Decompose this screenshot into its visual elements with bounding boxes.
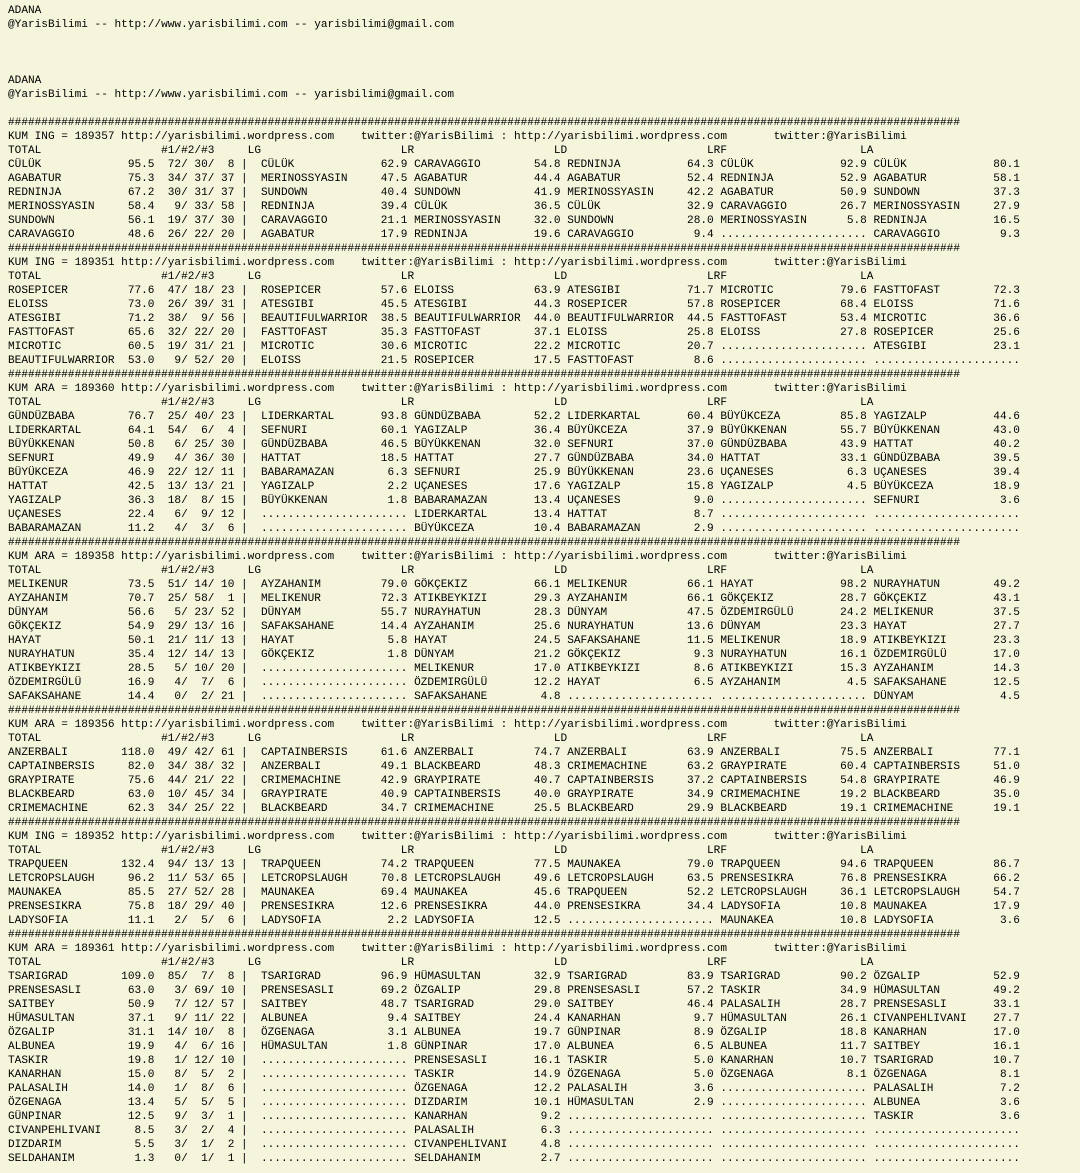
report-line: PRENSESIKRA 75.8 18/ 29/ 40 | PRENSESIKRA 12.6 PRENSESIKRA 44.0 PRENSESIKRA 34.4 LADYSOFIA 10.8 MAUNAKEA 17.9	[8, 901, 1020, 913]
report-line: GÜNDÜZBABA 76.7 25/ 40/ 23 | LIDERKARTAL 93.8 GÜNDÜZBABA 52.2 LIDERKARTAL 60.4 BÜYÜKCEZA 85.8 YAGIZALP 44.6	[8, 411, 1020, 423]
report-line: LIDERKARTAL 64.1 54/ 6/ 4 | SEFNURI 60.1 YAGIZALP 36.4 BÜYÜKCEZA 37.9 BÜYÜKKENAN 55.7 BÜYÜKKENAN 43.0	[8, 425, 1020, 437]
report-line: TOTAL #1/#2/#3 LG LR LD LRF LA	[8, 397, 874, 409]
report-line: TOTAL #1/#2/#3 LG LR LD LRF LA	[8, 845, 874, 857]
report-line: YAGIZALP 36.3 18/ 8/ 15 | BÜYÜKKENAN 1.8 BABARAMAZAN 13.4 UÇANESES 9.0 ...................... SEFNURI 3.6	[8, 495, 1020, 507]
report-line: CÜLÜK 95.5 72/ 30/ 8 | CÜLÜK 62.9 CARAVAGGIO 54.8 REDNINJA 64.3 CÜLÜK 92.9 CÜLÜK 80.1	[8, 159, 1020, 171]
header-line: ADANA	[8, 5, 42, 17]
header-line: ADANA	[8, 75, 42, 87]
report-line: NURAYHATUN 35.4 12/ 14/ 13 | GÖKÇEKIZ 1.8 DÜNYAM 21.2 GÖKÇEKIZ 9.3 NURAYHATUN 16.1 ÖZDEMIRGÜLÜ 17.0	[8, 649, 1020, 661]
report-line: BÜYÜKCEZA 46.9 22/ 12/ 11 | BABARAMAZAN 6.3 SEFNURI 25.9 BÜYÜKKENAN 23.6 UÇANESES 6.3 UÇANESES 39.4	[8, 467, 1020, 479]
report-line: ROSEPICER 77.6 47/ 18/ 23 | ROSEPICER 57.6 ELOISS 63.9 ATESGIBI 71.7 MICROTIC 79.6 FASTTOFAST 72.3	[8, 285, 1020, 297]
report-line: TOTAL #1/#2/#3 LG LR LD LRF LA	[8, 565, 874, 577]
report-header	[8, 4, 1072, 116]
report-line: HAYAT 50.1 21/ 11/ 13 | HAYAT 5.8 HAYAT 24.5 SAFAKSAHANE 11.5 MELIKENUR 18.9 ATIKBEYKIZI 23.3	[8, 635, 1020, 647]
report-line: ###############################################################################################################################################	[8, 537, 960, 549]
report-line: SAFAKSAHANE 14.4 0/ 2/ 21 | ...................... SAFAKSAHANE 4.8 ...................... ...................... DÜNYAM 4.5	[8, 691, 1020, 703]
report-line: LADYSOFIA 11.1 2/ 5/ 6 | LADYSOFIA 2.2 LADYSOFIA 12.5 ...................... MAUNAKEA 10.8 LADYSOFIA 3.6	[8, 915, 1020, 927]
report-line: LETCROPSLAUGH 96.2 11/ 53/ 65 | LETCROPSLAUGH 70.8 LETCROPSLAUGH 49.6 LETCROPSLAUGH 63.5 PRENSESIKRA 76.8 PRENSESIKRA 66.2	[8, 873, 1020, 885]
report-line: SEFNURI 49.9 4/ 36/ 30 | HATTAT 18.5 HATTAT 27.7 GÜNDÜZBABA 34.0 HATTAT 33.1 GÜNDÜZBABA 39.5	[8, 453, 1020, 465]
report-line: ÖZGENAGA 13.4 5/ 5/ 5 | ...................... DIZDARIM 10.1 HÜMASULTAN 2.9 ...................... ALBUNEA 3.6	[8, 1097, 1020, 1109]
report-line: PALASALIH 14.0 1/ 8/ 6 | ...................... ÖZGENAGA 12.2 PALASALIH 3.6 ...................... PALASALIH 7.2	[8, 1083, 1020, 1095]
report-line: MICROTIC 60.5 19/ 31/ 21 | MICROTIC 30.6 MICROTIC 22.2 MICROTIC 20.7 ...................... ATESGIBI 23.1	[8, 341, 1020, 353]
report-line: CAPTAINBERSIS 82.0 34/ 38/ 32 | ANZERBALI 49.1 BLACKBEARD 48.3 CRIMEMACHINE 63.2 GRAYPIRATE 60.4 CAPTAINBERSIS 51.0	[8, 761, 1020, 773]
report-line: BABARAMAZAN 11.2 4/ 3/ 6 | ...................... BÜYÜKCEZA 10.4 BABARAMAZAN 2.9 ...................... ......................	[8, 523, 1020, 535]
report-line: ###############################################################################################################################################	[8, 817, 960, 829]
report-line: BÜYÜKKENAN 50.8 6/ 25/ 30 | GÜNDÜZBABA 46.5 BÜYÜKKENAN 32.0 SEFNURI 37.0 GÜNDÜZBABA 43.9 HATTAT 40.2	[8, 439, 1020, 451]
report-line: GRAYPIRATE 75.6 44/ 21/ 22 | CRIMEMACHINE 42.9 GRAYPIRATE 40.7 CAPTAINBERSIS 37.2 CAPTAINBERSIS 54.8 GRAYPIRATE 46.9	[8, 775, 1020, 787]
report-line: KUM ARA = 189358 http://yarisbilimi.wordpress.com twitter:@YarisBilimi : http://yarisbilimi.wordpress.com twitter:@YarisBilimi	[8, 551, 907, 563]
report-line: MERINOSSYASIN 58.4 9/ 33/ 58 | REDNINJA 39.4 CÜLÜK 36.5 CÜLÜK 32.9 CARAVAGGIO 26.7 MERINOSSYASIN 27.9	[8, 201, 1020, 213]
report-line: REDNINJA 67.2 30/ 31/ 37 | SUNDOWN 40.4 SUNDOWN 41.9 MERINOSSYASIN 42.2 AGABATUR 50.9 SUNDOWN 37.3	[8, 187, 1020, 199]
report-line: TSARIGRAD 109.0 85/ 7/ 8 | TSARIGRAD 96.9 HÜMASULTAN 32.9 TSARIGRAD 83.9 TSARIGRAD 90.2 ÖZGALIP 52.9	[8, 971, 1020, 983]
report-line: AYZAHANIM 70.7 25/ 58/ 1 | MELIKENUR 72.3 ATIKBEYKIZI 29.3 AYZAHANIM 66.1 GÖKÇEKIZ 28.7 GÖKÇEKIZ 43.1	[8, 593, 1020, 605]
report-line: ATIKBEYKIZI 28.5 5/ 10/ 20 | ...................... MELIKENUR 17.0 ATIKBEYKIZI 8.6 ATIKBEYKIZI 15.3 AYZAHANIM 14.3	[8, 663, 1020, 675]
header-line	[8, 102, 1072, 116]
report-line: ###############################################################################################################################################	[8, 117, 960, 129]
report-line: DÜNYAM 56.6 5/ 23/ 52 | DÜNYAM 55.7 NURAYHATUN 28.3 DÜNYAM 47.5 ÖZDEMIRGÜLÜ 24.2 MELIKENUR 37.5	[8, 607, 1020, 619]
report-line: DIZDARIM 5.5 3/ 1/ 2 | ...................... CIVANPEHLIVANI 4.8 ...................... ...................... ......................	[8, 1139, 1020, 1151]
report-line: HATTAT 42.5 13/ 13/ 21 | YAGIZALP 2.2 UÇANESES 17.6 YAGIZALP 15.8 YAGIZALP 4.5 BÜYÜKCEZA 18.9	[8, 481, 1020, 493]
header-line	[8, 32, 1072, 46]
report-line: MELIKENUR 73.5 51/ 14/ 10 | AYZAHANIM 79.0 GÖKÇEKIZ 66.1 MELIKENUR 66.1 HAYAT 98.2 NURAYHATUN 49.2	[8, 579, 1020, 591]
report-line: CIVANPEHLIVANI 8.5 3/ 2/ 4 | ...................... PALASALIH 6.3 ...................... ...................... ......................	[8, 1125, 1020, 1137]
report-line: SELDAHANIM 1.3 0/ 1/ 1 | ...................... SELDAHANIM 2.7 ...................... ...................... ......................	[8, 1153, 1020, 1165]
report-line: KUM ING = 189351 http://yarisbilimi.wordpress.com twitter:@YarisBilimi : http://yarisbilimi.wordpress.com twitter:@YarisBilimi	[8, 257, 907, 269]
report-line: KUM ING = 189357 http://yarisbilimi.wordpress.com twitter:@YarisBilimi : http://yarisbilimi.wordpress.com twitter:@YarisBilimi	[8, 131, 907, 143]
header-line	[8, 60, 1072, 74]
header-line: @YarisBilimi -- http://www.yarisbilimi.com -- yarisbilimi@gmail.com	[8, 19, 455, 31]
report-line: GÜNPINAR 12.5 9/ 3/ 1 | ...................... KANARHAN 9.2 ...................... ...................... TASKIR 3.6	[8, 1111, 1020, 1123]
report-line: TOTAL #1/#2/#3 LG LR LD LRF LA	[8, 145, 874, 157]
report-line: HÜMASULTAN 37.1 9/ 11/ 22 | ALBUNEA 9.4 SAITBEY 24.4 KANARHAN 9.7 HÜMASULTAN 26.1 CIVANPEHLIVANI 27.7	[8, 1013, 1020, 1025]
report-line: ###############################################################################################################################################	[8, 705, 960, 717]
report-line: FASTTOFAST 65.6 32/ 22/ 20 | FASTTOFAST 35.3 FASTTOFAST 37.1 ELOISS 25.8 ELOISS 27.8 ROSEPICER 25.6	[8, 327, 1020, 339]
report-line: KUM ARA = 189356 http://yarisbilimi.wordpress.com twitter:@YarisBilimi : http://yarisbilimi.wordpress.com twitter:@YarisBilimi	[8, 719, 907, 731]
report-line: ALBUNEA 19.9 4/ 6/ 16 | HÜMASULTAN 1.8 GÜNPINAR 17.0 ALBUNEA 6.5 ALBUNEA 11.7 SAITBEY 16.1	[8, 1041, 1020, 1053]
report-line: ###############################################################################################################################################	[8, 243, 960, 255]
report-line: SUNDOWN 56.1 19/ 37/ 30 | CARAVAGGIO 21.1 MERINOSSYASIN 32.0 SUNDOWN 28.0 MERINOSSYASIN 5.8 REDNINJA 16.5	[8, 215, 1020, 227]
report-line: TOTAL #1/#2/#3 LG LR LD LRF LA	[8, 733, 874, 745]
header-line: @YarisBilimi -- http://www.yarisbilimi.com -- yarisbilimi@gmail.com	[8, 89, 455, 101]
report-line: KUM ARA = 189361 http://yarisbilimi.wordpress.com twitter:@YarisBilimi : http://yarisbilimi.wordpress.com twitter:@YarisBilimi	[8, 943, 907, 955]
report-line: MAUNAKEA 85.5 27/ 52/ 28 | MAUNAKEA 69.4 MAUNAKEA 45.6 TRAPQUEEN 52.2 LETCROPSLAUGH 36.1 LETCROPSLAUGH 54.7	[8, 887, 1020, 899]
report-line: ÖZGALIP 31.1 14/ 10/ 8 | ÖZGENAGA 3.1 ALBUNEA 19.7 GÜNPINAR 8.9 ÖZGALIP 18.8 KANARHAN 17.0	[8, 1027, 1020, 1039]
report-line: BLACKBEARD 63.0 10/ 45/ 34 | GRAYPIRATE 40.9 CAPTAINBERSIS 40.0 GRAYPIRATE 34.9 CRIMEMACHINE 19.2 BLACKBEARD 35.0	[8, 789, 1020, 801]
report-line: CRIMEMACHINE 62.3 34/ 25/ 22 | BLACKBEARD 34.7 CRIMEMACHINE 25.5 BLACKBEARD 29.9 BLACKBEARD 19.1 CRIMEMACHINE 19.1	[8, 803, 1020, 815]
report-line: TRAPQUEEN 132.4 94/ 13/ 13 | TRAPQUEEN 74.2 TRAPQUEEN 77.5 MAUNAKEA 79.0 TRAPQUEEN 94.6 TRAPQUEEN 86.7	[8, 859, 1020, 871]
report-line: ###############################################################################################################################################	[8, 369, 960, 381]
report-line: KUM ING = 189352 http://yarisbilimi.wordpress.com twitter:@YarisBilimi : http://yarisbilimi.wordpress.com twitter:@YarisBilimi	[8, 831, 907, 843]
report-line: UÇANESES 22.4 6/ 9/ 12 | ...................... LIDERKARTAL 13.4 HATTAT 8.7 ...................... ......................	[8, 509, 1020, 521]
report-line: GÖKÇEKIZ 54.9 29/ 13/ 16 | SAFAKSAHANE 14.4 AYZAHANIM 25.6 NURAYHATUN 13.6 DÜNYAM 23.3 HAYAT 27.7	[8, 621, 1020, 633]
report-line: KUM ARA = 189360 http://yarisbilimi.wordpress.com twitter:@YarisBilimi : http://yarisbilimi.wordpress.com twitter:@YarisBilimi	[8, 383, 907, 395]
report-line: ELOISS 73.0 26/ 39/ 31 | ATESGIBI 45.5 ATESGIBI 44.3 ROSEPICER 57.8 ROSEPICER 68.4 ELOISS 71.6	[8, 299, 1020, 311]
report-line: ÖZDEMIRGÜLÜ 16.9 4/ 7/ 6 | ...................... ÖZDEMIRGÜLÜ 12.2 HAYAT 6.5 AYZAHANIM 4.5 SAFAKSAHANE 12.5	[8, 677, 1020, 689]
report-line: CARAVAGGIO 48.6 26/ 22/ 20 | AGABATUR 17.9 REDNINJA 19.6 CARAVAGGIO 9.4 ...................... CARAVAGGIO 9.3	[8, 229, 1020, 241]
report-line: ATESGIBI 71.2 38/ 9/ 56 | BEAUTIFULWARRIOR 38.5 BEAUTIFULWARRIOR 44.0 BEAUTIFULWARRIOR 44.5 FASTTOFAST 53.4 MICROTIC 36.6	[8, 313, 1020, 325]
report-line: TOTAL #1/#2/#3 LG LR LD LRF LA	[8, 957, 874, 969]
report-line: ###############################################################################################################################################	[8, 929, 960, 941]
report-line: ANZERBALI 118.0 49/ 42/ 61 | CAPTAINBERSIS 61.6 ANZERBALI 74.7 ANZERBALI 63.9 ANZERBALI 75.5 ANZERBALI 77.1	[8, 747, 1020, 759]
report-line: TOTAL #1/#2/#3 LG LR LD LRF LA	[8, 271, 874, 283]
report-line: AGABATUR 75.3 34/ 37/ 37 | MERINOSSYASIN 47.5 AGABATUR 44.4 AGABATUR 52.4 REDNINJA 52.9 AGABATUR 58.1	[8, 173, 1020, 185]
report-body	[8, 116, 1072, 1166]
report-line: BEAUTIFULWARRIOR 53.0 9/ 52/ 20 | ELOISS 21.5 ROSEPICER 17.5 FASTTOFAST 8.6 ...................... ......................	[8, 355, 1020, 367]
report-line: TASKIR 19.8 1/ 12/ 10 | ...................... PRENSESASLI 16.1 TASKIR 5.0 KANARHAN 10.7 TSARIGRAD 10.7	[8, 1055, 1020, 1067]
report-line: PRENSESASLI 63.0 3/ 69/ 10 | PRENSESASLI 69.2 ÖZGALIP 29.8 PRENSESASLI 57.2 TASKIR 34.9 HÜMASULTAN 49.2	[8, 985, 1020, 997]
header-line	[8, 46, 1072, 60]
report-line: SAITBEY 50.9 7/ 12/ 57 | SAITBEY 48.7 TSARIGRAD 29.0 SAITBEY 46.4 PALASALIH 28.7 PRENSESASLI 33.1	[8, 999, 1020, 1011]
report-line: KANARHAN 15.0 8/ 5/ 2 | ...................... TASKIR 14.9 ÖZGENAGA 5.0 ÖZGENAGA 8.1 ÖZGENAGA 8.1	[8, 1069, 1020, 1081]
